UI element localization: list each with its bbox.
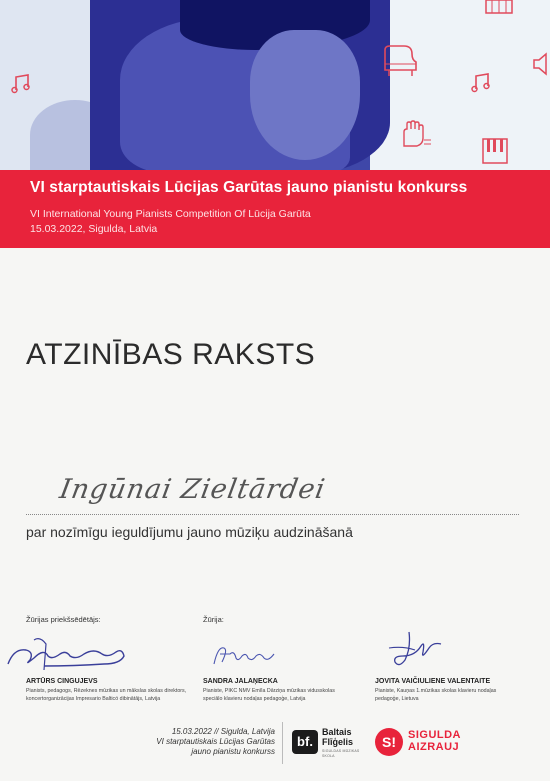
- footer-event-info: [110, 727, 275, 757]
- footer-divider: [282, 722, 283, 764]
- jury-name-3: JOVITA VAIČIULIENE VALENTAITE: [375, 678, 491, 685]
- jury-name-2: SANDRA JALAŅECKA: [203, 678, 278, 685]
- signature-3: [385, 628, 445, 670]
- speaker-icon: [532, 52, 550, 76]
- sigulda-name: [408, 729, 461, 753]
- bf-name-line-2: Flīģelis: [322, 737, 354, 747]
- competition-date-place: 15.03.2022, Sigulda, Latvia: [30, 223, 158, 235]
- jury-desc-3: Pianiste, Kauņas 1.mūzikas skolas klavieru nodaļas pedagoģe, Lietuva: [375, 688, 497, 702]
- award-reason: par nozīmīgu ieguldījumu jauno mūziķu audzināšanā: [26, 524, 353, 540]
- signature-1: [4, 630, 129, 672]
- hand-keys-icon: [400, 120, 432, 148]
- competition-banner: [0, 170, 550, 248]
- sigulda-logo: S!: [375, 728, 403, 756]
- baltais-fligelis-subtitle: SIGULDAS MŪZIKAS SKOLA: [322, 749, 360, 758]
- footer-line-2: VI starptautiskais Lūcijas Garūtas: [156, 737, 275, 746]
- music-note-icon: [10, 72, 32, 94]
- jury-desc-2: Pianiste, PIKC NMV Emīla Dārziņa mūzikas vidusskolas speciālo klavieru nodaļas pedagoģe, Latvija: [203, 688, 335, 702]
- jury-desc-1: Pianists, pedagogs, Rēzeknes mūzikas un mākslas skolas direktors, koncertorganizācijas Impresario Balticó dibinātājs, Latvija: [26, 688, 187, 702]
- sigulda-name-line-1: SIGULDA: [408, 729, 461, 741]
- footer-line-1: 15.03.2022 // Sigulda, Latvija: [171, 727, 275, 736]
- piano-keys-icon: [482, 138, 508, 164]
- music-note-icon: [470, 70, 492, 94]
- sigulda-name-line-2: AIZRAUJ: [408, 741, 460, 753]
- certificate-title: ATZINĪBAS RAKSTS: [26, 338, 316, 371]
- jury-chair-label: Žūrijas priekšsēdētājs:: [26, 615, 101, 624]
- piano-keys-icon: [485, 0, 513, 14]
- baltais-fligelis-logo: bf.: [292, 730, 318, 754]
- signature-2: [210, 640, 280, 670]
- jury-name-1: ARTŪRS CINGUJEVS: [26, 678, 98, 685]
- recipient-name: Ingūnai Zieltārdei: [57, 474, 328, 505]
- baltais-fligelis-name: [322, 727, 372, 747]
- jury-label: Žūrija:: [203, 615, 224, 624]
- competition-title-en: VI International Young Pianists Competition Of Lūcija Garūta: [30, 208, 311, 220]
- recipient-line: [26, 514, 519, 515]
- grand-piano-icon: [382, 44, 418, 78]
- bf-name-line-1: Baltais: [322, 727, 352, 737]
- header-photo: [0, 0, 550, 170]
- footer-line-3: jauno pianistu konkurss: [191, 747, 275, 756]
- competition-title-lv: VI starptautiskais Lūcijas Garūtas jauno pianistu konkurss: [30, 179, 468, 196]
